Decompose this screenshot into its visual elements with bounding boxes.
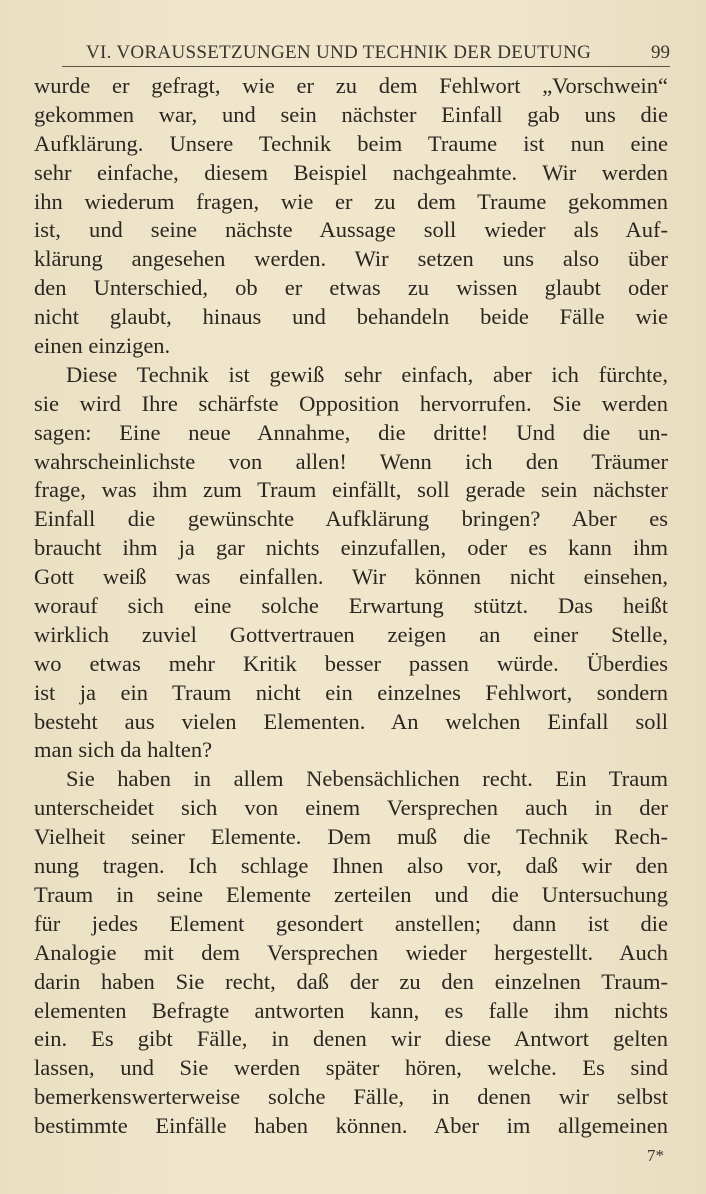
text-line: für jedes Element gesondert anstellen; dann ist die [34,910,668,936]
text-line: klärung angesehen werden. Wir setzen uns also über [34,246,668,272]
text-line: Einfall die gewünschte Aufklärung bringen? Aber es [34,506,668,532]
text-line: bemerkenswerterweise solche Fälle, in denen wir selbst [34,1084,668,1110]
text-line: Traum in seine Elemente zerteilen und die Untersuchung [34,881,668,907]
text-line: bestimmte Einfälle haben können. Aber im allgemeinen [34,1113,668,1139]
text-line: Vielheit seiner Elemente. Dem muß die Technik Rech- [34,824,668,850]
text-line: ein. Es gibt Fälle, in denen wir diese Antwort gelten [34,1026,668,1052]
text-line: den Unterschied, ob er etwas zu wissen glaubt oder [34,275,668,301]
running-header [62,38,670,68]
text-line: besteht aus vielen Elementen. An welchen Einfall soll [34,708,668,734]
text-line: sehr einfache, diesem Beispiel nachgeahmte. Wir werden [34,159,668,185]
text-line: unterscheidet sich von einem Versprechen auch in der [34,795,668,821]
text-line: wahrscheinlichste von allen! Wenn ich den Träumer [34,448,668,474]
text-line: nung tragen. Ich schlage Ihnen also vor, daß wir den [34,853,668,879]
text-line: sie wird Ihre schärfste Opposition hervorrufen. Sie werden [34,390,668,416]
text-line: braucht ihm ja gar nichts einzufallen, oder es kann ihm [34,535,668,561]
header-rule [62,66,670,67]
text-line: lassen, und Sie werden später hören, welche. Es sind [34,1055,668,1081]
text-line: wurde er gefragt, wie er zu dem Fehlwort „Vorschwein“ [34,73,668,98]
text-line: einen einzigen. [34,333,171,359]
text-line: worauf sich eine solche Erwartung stützt. Das heißt [34,593,668,619]
text-line: wo etwas mehr Kritik besser passen würde. Überdies [34,650,668,676]
signature-mark: 7* [647,1146,664,1165]
text-line: elementen Befragte antworten kann, es falle ihm nichts [34,997,668,1023]
text-line: ihn wiederum fragen, wie er zu dem Traume gekommen [34,188,668,214]
text-line: darin haben Sie recht, daß der zu den einzelnen Traum- [34,968,668,994]
text-line: Aufklärung. Unsere Technik beim Traume ist nun eine [34,130,668,156]
text-line: Sie haben in allem Nebensächlichen recht. Ein Traum [66,766,668,792]
text-line: Diese Technik ist gewiß sehr einfach, aber ich fürchte, [66,361,668,387]
body-text [34,72,668,1141]
text-line: frage, was ihm zum Traum einfällt, soll gerade sein nächster [34,477,668,503]
text-line: Gott weiß was einfallen. Wir können nicht einsehen, [34,564,668,590]
text-line: gekommen war, und sein nächster Einfall gab uns die [34,101,668,127]
text-line: Analogie mit dem Versprechen wieder hergestellt. Auch [34,939,668,965]
text-line: wirklich zuviel Gottvertrauen zeigen an einer Stelle, [34,621,668,647]
page-number: 99 [651,42,670,63]
text-line: ist ja ein Traum nicht ein einzelnes Fehlwort, sondern [34,679,668,705]
text-line: ist, und seine nächste Aussage soll wieder als Auf- [34,217,668,243]
chapter-title: VI. VORAUSSETZUNGEN UND TECHNIK DER DEUTUNG [86,42,592,63]
text-line: man sich da halten? [34,737,213,763]
text-line: sagen: Eine neue Annahme, die dritte! Und die un- [34,419,668,445]
text-line: nicht glaubt, hinaus und behandeln beide Fälle wie [34,304,668,330]
